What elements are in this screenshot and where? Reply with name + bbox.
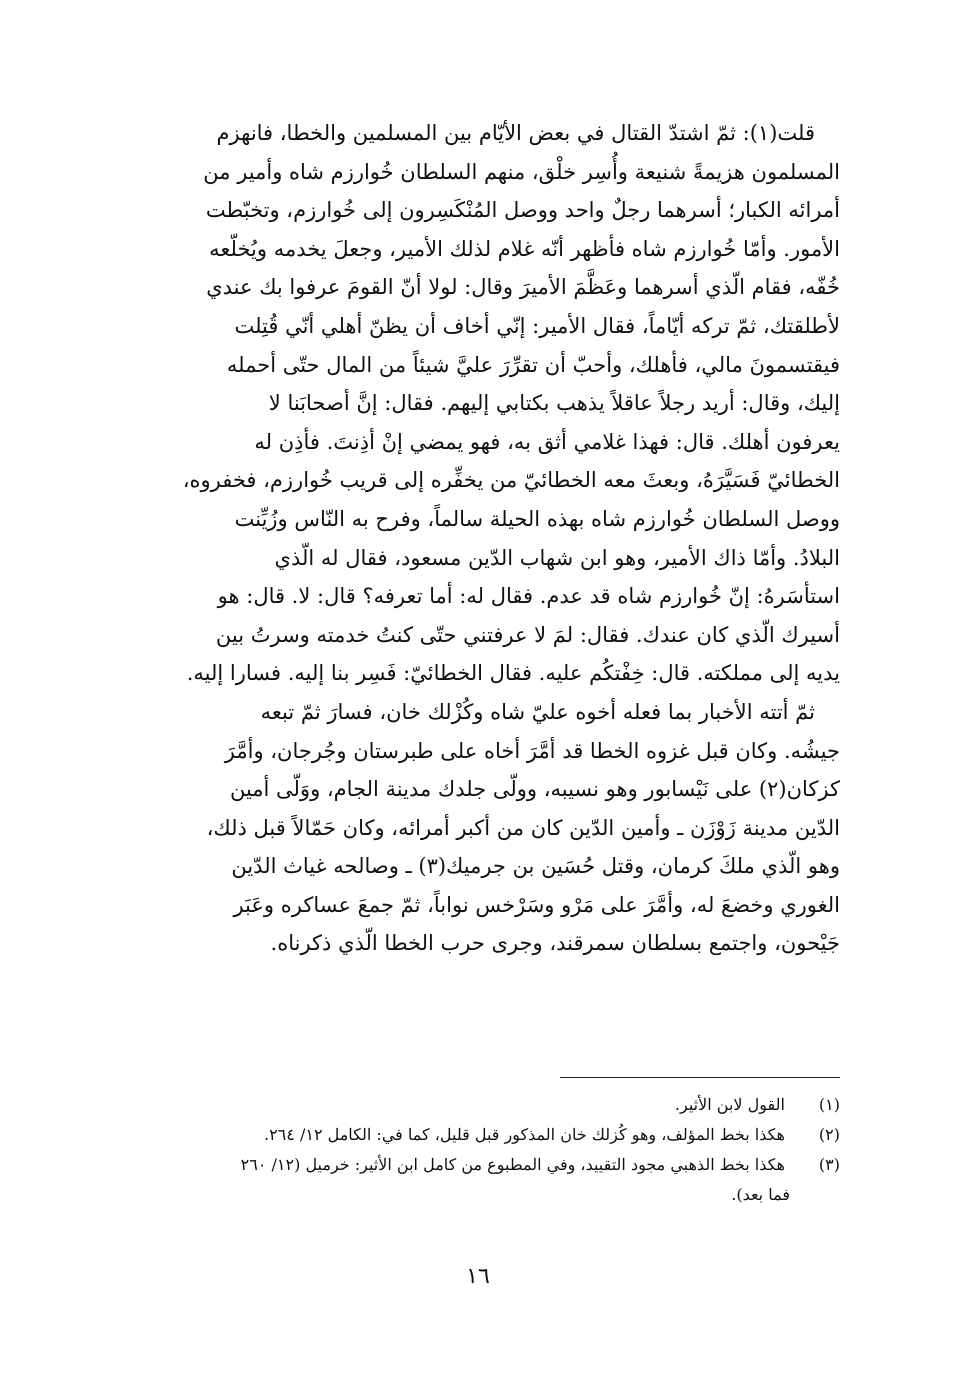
footnotes [100, 1090, 840, 1210]
text-line: وهو الّذي ملكَ كرمان، وقتل حُسَين بن جرميك(٣) ـ وصالحه غياث الدّين [231, 854, 840, 879]
footnote-number: (١) [818, 1095, 840, 1114]
text-line: أمرائه الكبار؛ أسرهما رجلٌ واحد ووصل المُنْكَسِرون إلى خُوارزم، وتخبّطت [205, 198, 840, 223]
text-line: لأطلقتك، ثمّ تركه أيّاماً، فقال الأمير: إنّي أخاف أن يظنّ أهلي أنّي قُتِلت [234, 313, 840, 338]
text-line: فيقتسمونَ مالي، فأهلك، وأحبّ أن تقرِّرَ عليَّ شيئاً من المال حتّى أحمله [226, 352, 840, 377]
footnote-1 [100, 1090, 840, 1120]
footnote-text: هكذا بخط الذهبي مجود التقييد، وفي المطبوع من كامل ابن الأثير: خرميل (١٢/ ٢٦٠ [240, 1155, 785, 1174]
text-line: أسيرك الّذي كان عندك. فقال: لمَ لا عرفتني حتّى كنتُ خدمته وسرتُ بين [215, 622, 840, 647]
text-line: إليك، وقال: أريد رجلاً عاقلاً يذهب بكتابي إليهم. فقال: إنَّ أصحابَنا لا [268, 391, 840, 416]
text-line: الغوري وخضعَ له، وأمَّرَ على مَرْو وسَرْخس نواباً، ثمّ جمعَ عساكره وعَبَر [233, 892, 840, 917]
footnote-2 [100, 1120, 840, 1150]
text-line: قلت(١): ثمّ اشتدّ القتال في بعض الأيّام بين المسلمين والخطا، فانهزم [216, 121, 815, 145]
text-line: كزكان(٢) على نَيْسابور وهو نسيبه، وولّى جلدك مدينة الجام، ووَلّى أمين [229, 777, 840, 802]
text-line: يعرفون أهلك. قال: فهذا غلامي أثق به، فهو يمضي إنْ أذِنتَ. فأذِن له [254, 429, 840, 454]
footnote-text: القول لابن الأثير. [674, 1095, 785, 1114]
main-text [100, 114, 840, 963]
text-line: جيشُه. وكان قبل غزوه الخطا قد أمَّرَ أخاه على طبرستان وجُرجان، وأمَّرَ [224, 738, 840, 763]
footnote-text-continuation: فما بعد). [731, 1185, 790, 1204]
text-line: يديه إلى مملكته. قال: خِفْتكُم عليه. فقال الخطائيّ: فَسِر بنا إليه. فسارا إليه. [186, 661, 840, 686]
text-line: البلادُ. وأمّا ذاك الأمير، وهو ابن شهاب الدّين مسعود، فقال له الّذي [274, 545, 840, 570]
footnote-text: هكذا بخط المؤلف، وهو كُزلك خان المذكور قبل قليل، كما في: الكامل ١٢/ ٢٦٤. [263, 1125, 785, 1144]
text-line: الأمور. وأمّا خُوارزم شاه فأظهر أنّه غلام لذلك الأمير، وجعلَ يخدمه ويُخلّعه [209, 236, 840, 261]
text-line: خُفّه، فقام الّذي أسرهما وعَظَّمَ الأميرَ وقال: لولا أنّ القومَ عرفوا بك عندي [206, 275, 840, 300]
text-line: ثمّ أتته الأخبار بما فعله أخوه عليّ شاه وكُزْلك خان، فسارَ ثمّ تبعه [260, 699, 815, 724]
footnote-number: (٣) [818, 1155, 840, 1174]
text-line: جَيْحون، واجتمع بسلطان سمرقند، وجرى حرب الخطا الّذي ذكرناه. [270, 931, 840, 956]
footnote-number: (٢) [818, 1125, 840, 1144]
footnote-divider [560, 1077, 840, 1078]
text-line: ووصل السلطان خُوارزم شاه بهذه الحيلة سالماً، وفرح به النّاس وزُيِّنت [234, 506, 840, 531]
text-line: المسلمون هزيمةً شنيعة وأُسِر خلْق، منهم السلطان خُوارزم شاه وأمير من [203, 159, 840, 184]
footnote-3 [100, 1150, 840, 1210]
page-number: ١٦ [466, 1264, 490, 1289]
text-line: الخطائيّ فَسَيَّرَهُ، وبعثَ معه الخطائيّ من يخفِّره إلى قريب خُوارزم، فخفروه، [182, 468, 840, 493]
text-line: استأسَرهُ: إنّ خُوارزم شاه قد عدم. فقال له: أما تعرفه؟ قال: لا. قال: هو [217, 584, 840, 609]
text-line: الدّين مدينة زَوْزَن ـ وأمين الدّين كان من أكبر أمرائه، وكان حَمّالاً قبل ذلك، [206, 815, 840, 840]
